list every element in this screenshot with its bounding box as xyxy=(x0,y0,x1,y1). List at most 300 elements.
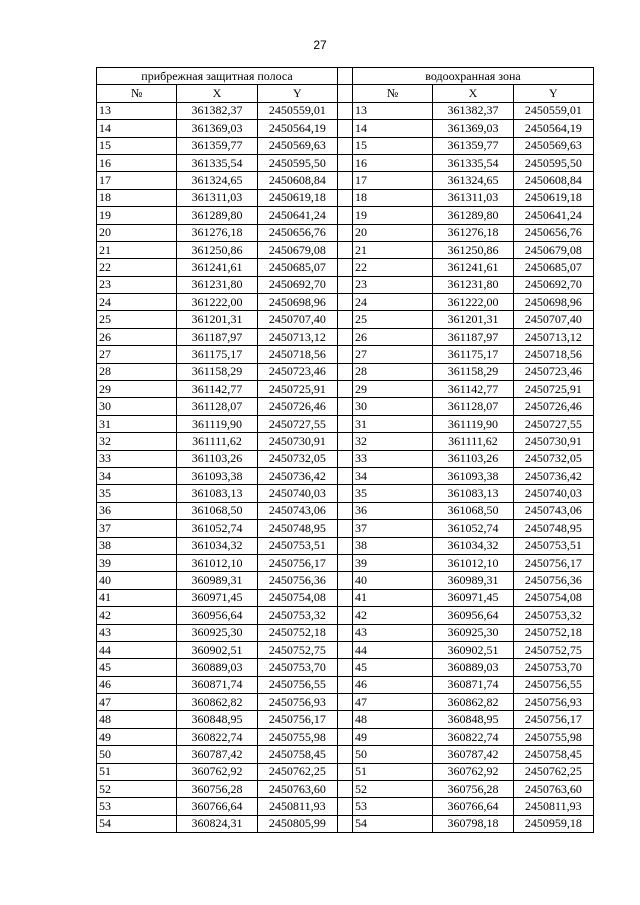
left-point-number: 45 xyxy=(97,659,177,676)
column-gap xyxy=(337,746,352,763)
left-point-number: 43 xyxy=(97,624,177,641)
right-point-number: 32 xyxy=(352,433,432,450)
left-x-value: 361034,32 xyxy=(177,537,257,554)
right-section-title: водоохранная зона xyxy=(352,68,593,85)
right-x-value: 361119,90 xyxy=(433,415,513,432)
column-gap xyxy=(337,815,352,832)
right-x-value: 361083,13 xyxy=(433,485,513,502)
left-x-value: 360822,74 xyxy=(177,728,257,745)
right-point-number: 45 xyxy=(352,659,432,676)
right-point-number: 20 xyxy=(352,224,432,241)
left-point-number: 30 xyxy=(97,398,177,415)
right-x-value: 360787,42 xyxy=(433,746,513,763)
left-point-number: 22 xyxy=(97,259,177,276)
right-x-value: 360862,82 xyxy=(433,694,513,711)
right-x-value: 361034,32 xyxy=(433,537,513,554)
right-point-number: 51 xyxy=(352,763,432,780)
right-y-value: 2450718,56 xyxy=(513,346,593,363)
right-x-value: 361052,74 xyxy=(433,520,513,537)
right-y-value: 2450723,46 xyxy=(513,363,593,380)
column-gap xyxy=(337,763,352,780)
right-x-value: 361359,77 xyxy=(433,137,513,154)
column-header-row xyxy=(97,85,594,102)
right-y-value: 2450730,91 xyxy=(513,433,593,450)
left-y-value: 2450569,63 xyxy=(257,137,337,154)
left-x-value: 361222,00 xyxy=(177,294,257,311)
table-row xyxy=(97,624,594,641)
right-x-value: 361201,31 xyxy=(433,311,513,328)
table-row xyxy=(97,224,594,241)
left-point-number: 42 xyxy=(97,607,177,624)
right-x-value: 360956,64 xyxy=(433,607,513,624)
left-point-number: 23 xyxy=(97,276,177,293)
right-y-value: 2450732,05 xyxy=(513,450,593,467)
right-y-value: 2450756,36 xyxy=(513,572,593,589)
left-y-value: 2450756,17 xyxy=(257,554,337,571)
left-y-value: 2450740,03 xyxy=(257,485,337,502)
table-row xyxy=(97,728,594,745)
right-y-value: 2450564,19 xyxy=(513,120,593,137)
left-y-value: 2450641,24 xyxy=(257,207,337,224)
left-y-value: 2450656,76 xyxy=(257,224,337,241)
table-row xyxy=(97,102,594,119)
left-y-value: 2450753,51 xyxy=(257,537,337,554)
right-y-value: 2450756,17 xyxy=(513,554,593,571)
left-x-value: 360902,51 xyxy=(177,641,257,658)
column-gap xyxy=(337,85,352,102)
left-y-value: 2450725,91 xyxy=(257,381,337,398)
left-y-value: 2450754,08 xyxy=(257,589,337,606)
table-row xyxy=(97,502,594,519)
column-gap xyxy=(337,433,352,450)
column-gap xyxy=(337,554,352,571)
left-x-value: 361128,07 xyxy=(177,398,257,415)
left-point-number: 16 xyxy=(97,154,177,171)
right-point-number: 38 xyxy=(352,537,432,554)
right-point-number: 24 xyxy=(352,294,432,311)
left-y-value: 2450805,99 xyxy=(257,815,337,832)
left-point-number: 50 xyxy=(97,746,177,763)
column-gap xyxy=(337,241,352,258)
left-y-value: 2450752,18 xyxy=(257,624,337,641)
left-y-value: 2450619,18 xyxy=(257,189,337,206)
left-y-value: 2450736,42 xyxy=(257,467,337,484)
column-gap xyxy=(337,346,352,363)
left-point-number: 29 xyxy=(97,381,177,398)
left-y-value: 2450743,06 xyxy=(257,502,337,519)
table-row xyxy=(97,363,594,380)
column-gap xyxy=(337,641,352,658)
table-row xyxy=(97,537,594,554)
left-x-value: 361241,61 xyxy=(177,259,257,276)
left-point-number: 33 xyxy=(97,450,177,467)
table-row xyxy=(97,294,594,311)
left-x-value: 361382,37 xyxy=(177,102,257,119)
left-x-value: 361068,50 xyxy=(177,502,257,519)
column-gap xyxy=(337,676,352,693)
left-y-value: 2450727,55 xyxy=(257,415,337,432)
table-row xyxy=(97,798,594,815)
left-x-value: 360871,74 xyxy=(177,676,257,693)
column-gap xyxy=(337,467,352,484)
right-x-value: 361142,77 xyxy=(433,381,513,398)
left-x-value: 360787,42 xyxy=(177,746,257,763)
right-y-value: 2450743,06 xyxy=(513,502,593,519)
right-point-number: 13 xyxy=(352,102,432,119)
left-x-value: 361201,31 xyxy=(177,311,257,328)
left-point-number: 35 xyxy=(97,485,177,502)
right-y-value: 2450641,24 xyxy=(513,207,593,224)
column-gap xyxy=(337,450,352,467)
column-gap xyxy=(337,154,352,171)
right-y-value: 2450692,70 xyxy=(513,276,593,293)
right-y-value: 2450753,51 xyxy=(513,537,593,554)
table-row xyxy=(97,120,594,137)
table-body xyxy=(97,102,594,832)
table-row xyxy=(97,137,594,154)
right-x-value: 361187,97 xyxy=(433,328,513,345)
column-gap xyxy=(337,502,352,519)
left-point-number: 48 xyxy=(97,711,177,728)
right-point-number: 21 xyxy=(352,241,432,258)
right-x-value: 360798,18 xyxy=(433,815,513,832)
table-row xyxy=(97,520,594,537)
left-y-value: 2450718,56 xyxy=(257,346,337,363)
table-row xyxy=(97,259,594,276)
left-x-value: 361369,03 xyxy=(177,120,257,137)
left-point-number: 18 xyxy=(97,189,177,206)
right-x-value: 361158,29 xyxy=(433,363,513,380)
right-x-value: 361175,17 xyxy=(433,346,513,363)
right-x-value: 361103,26 xyxy=(433,450,513,467)
left-point-number: 37 xyxy=(97,520,177,537)
right-point-number: 26 xyxy=(352,328,432,345)
right-point-number: 30 xyxy=(352,398,432,415)
left-y-value: 2450685,07 xyxy=(257,259,337,276)
page-number: 27 xyxy=(313,38,327,52)
left-x-value: 361119,90 xyxy=(177,415,257,432)
column-gap xyxy=(337,259,352,276)
right-point-number: 35 xyxy=(352,485,432,502)
left-x-value: 361175,17 xyxy=(177,346,257,363)
left-y-value: 2450762,25 xyxy=(257,763,337,780)
right-point-number: 27 xyxy=(352,346,432,363)
left-point-number: 21 xyxy=(97,241,177,258)
table-row xyxy=(97,207,594,224)
left-point-number: 44 xyxy=(97,641,177,658)
right-y-value: 2450679,08 xyxy=(513,241,593,258)
right-point-number: 25 xyxy=(352,311,432,328)
right-y-value: 2450756,17 xyxy=(513,711,593,728)
right-x-value: 360925,30 xyxy=(433,624,513,641)
left-y-value: 2450559,01 xyxy=(257,102,337,119)
table-row xyxy=(97,241,594,258)
table-row xyxy=(97,467,594,484)
right-header-y: Y xyxy=(513,85,593,102)
right-y-value: 2450707,40 xyxy=(513,311,593,328)
left-x-value: 360824,31 xyxy=(177,815,257,832)
column-gap xyxy=(337,485,352,502)
right-y-value: 2450713,12 xyxy=(513,328,593,345)
table-row xyxy=(97,659,594,676)
left-y-value: 2450756,93 xyxy=(257,694,337,711)
left-point-number: 32 xyxy=(97,433,177,450)
left-header-number: № xyxy=(97,85,177,102)
right-x-value: 361335,54 xyxy=(433,154,513,171)
right-x-value: 361241,61 xyxy=(433,259,513,276)
table-row xyxy=(97,189,594,206)
table-row xyxy=(97,815,594,832)
table-row xyxy=(97,154,594,171)
right-x-value: 361311,03 xyxy=(433,189,513,206)
table-row xyxy=(97,554,594,571)
table-row xyxy=(97,641,594,658)
left-x-value: 360989,31 xyxy=(177,572,257,589)
left-x-value: 361311,03 xyxy=(177,189,257,206)
right-point-number: 16 xyxy=(352,154,432,171)
table-row xyxy=(97,763,594,780)
right-point-number: 33 xyxy=(352,450,432,467)
left-point-number: 13 xyxy=(97,102,177,119)
right-x-value: 361289,80 xyxy=(433,207,513,224)
left-point-number: 38 xyxy=(97,537,177,554)
right-x-value: 361093,38 xyxy=(433,467,513,484)
left-y-value: 2450752,75 xyxy=(257,641,337,658)
right-x-value: 361382,37 xyxy=(433,102,513,119)
right-point-number: 48 xyxy=(352,711,432,728)
left-y-value: 2450756,36 xyxy=(257,572,337,589)
right-x-value: 361276,18 xyxy=(433,224,513,241)
left-x-value: 360766,64 xyxy=(177,798,257,815)
table-row xyxy=(97,381,594,398)
left-point-number: 39 xyxy=(97,554,177,571)
right-header-x: X xyxy=(433,85,513,102)
left-point-number: 40 xyxy=(97,572,177,589)
left-header-y: Y xyxy=(257,85,337,102)
left-point-number: 24 xyxy=(97,294,177,311)
right-point-number: 34 xyxy=(352,467,432,484)
right-y-value: 2450736,42 xyxy=(513,467,593,484)
left-y-value: 2450608,84 xyxy=(257,172,337,189)
left-point-number: 53 xyxy=(97,798,177,815)
right-point-number: 37 xyxy=(352,520,432,537)
left-point-number: 27 xyxy=(97,346,177,363)
right-x-value: 361222,00 xyxy=(433,294,513,311)
left-y-value: 2450723,46 xyxy=(257,363,337,380)
left-y-value: 2450692,70 xyxy=(257,276,337,293)
left-y-value: 2450698,96 xyxy=(257,294,337,311)
column-gap xyxy=(337,102,352,119)
right-point-number: 50 xyxy=(352,746,432,763)
table-row xyxy=(97,398,594,415)
right-point-number: 44 xyxy=(352,641,432,658)
right-point-number: 14 xyxy=(352,120,432,137)
left-point-number: 49 xyxy=(97,728,177,745)
column-gap xyxy=(337,659,352,676)
left-point-number: 46 xyxy=(97,676,177,693)
right-y-value: 2450608,84 xyxy=(513,172,593,189)
left-x-value: 361335,54 xyxy=(177,154,257,171)
right-x-value: 360756,28 xyxy=(433,781,513,798)
right-point-number: 36 xyxy=(352,502,432,519)
right-point-number: 18 xyxy=(352,189,432,206)
left-section-title: прибрежная защитная полоса xyxy=(97,68,338,85)
right-x-value: 360871,74 xyxy=(433,676,513,693)
right-x-value: 361369,03 xyxy=(433,120,513,137)
left-point-number: 34 xyxy=(97,467,177,484)
left-y-value: 2450811,93 xyxy=(257,798,337,815)
column-gap xyxy=(337,328,352,345)
left-x-value: 361231,80 xyxy=(177,276,257,293)
left-x-value: 361359,77 xyxy=(177,137,257,154)
right-point-number: 31 xyxy=(352,415,432,432)
right-point-number: 29 xyxy=(352,381,432,398)
right-header-number: № xyxy=(352,85,432,102)
table-row xyxy=(97,346,594,363)
right-point-number: 28 xyxy=(352,363,432,380)
table-row xyxy=(97,589,594,606)
column-gap xyxy=(337,520,352,537)
right-x-value: 360989,31 xyxy=(433,572,513,589)
column-gap xyxy=(337,311,352,328)
left-x-value: 360756,28 xyxy=(177,781,257,798)
column-gap xyxy=(337,607,352,624)
column-gap xyxy=(337,537,352,554)
left-x-value: 361103,26 xyxy=(177,450,257,467)
right-y-value: 2450755,98 xyxy=(513,728,593,745)
right-point-number: 54 xyxy=(352,815,432,832)
right-y-value: 2450756,93 xyxy=(513,694,593,711)
column-gap xyxy=(337,694,352,711)
right-x-value: 361128,07 xyxy=(433,398,513,415)
left-y-value: 2450679,08 xyxy=(257,241,337,258)
right-y-value: 2450763,60 xyxy=(513,781,593,798)
table-row xyxy=(97,450,594,467)
table-row xyxy=(97,746,594,763)
left-point-number: 47 xyxy=(97,694,177,711)
right-y-value: 2450756,55 xyxy=(513,676,593,693)
right-x-value: 361068,50 xyxy=(433,502,513,519)
column-gap xyxy=(337,572,352,589)
left-y-value: 2450595,50 xyxy=(257,154,337,171)
right-y-value: 2450753,70 xyxy=(513,659,593,676)
column-gap xyxy=(337,589,352,606)
right-y-value: 2450753,32 xyxy=(513,607,593,624)
right-x-value: 360766,64 xyxy=(433,798,513,815)
left-x-value: 361289,80 xyxy=(177,207,257,224)
column-gap xyxy=(337,798,352,815)
right-point-number: 43 xyxy=(352,624,432,641)
left-y-value: 2450763,60 xyxy=(257,781,337,798)
column-gap xyxy=(337,276,352,293)
right-y-value: 2450762,25 xyxy=(513,763,593,780)
left-x-value: 361324,65 xyxy=(177,172,257,189)
right-x-value: 361324,65 xyxy=(433,172,513,189)
left-x-value: 361012,10 xyxy=(177,554,257,571)
right-point-number: 40 xyxy=(352,572,432,589)
left-x-value: 361083,13 xyxy=(177,485,257,502)
left-x-value: 361142,77 xyxy=(177,381,257,398)
left-point-number: 15 xyxy=(97,137,177,154)
table-row xyxy=(97,694,594,711)
table-row xyxy=(97,276,594,293)
left-point-number: 19 xyxy=(97,207,177,224)
right-point-number: 19 xyxy=(352,207,432,224)
left-y-value: 2450713,12 xyxy=(257,328,337,345)
table-row xyxy=(97,781,594,798)
left-x-value: 361111,62 xyxy=(177,433,257,450)
right-y-value: 2450656,76 xyxy=(513,224,593,241)
left-y-value: 2450564,19 xyxy=(257,120,337,137)
right-y-value: 2450959,18 xyxy=(513,815,593,832)
right-point-number: 15 xyxy=(352,137,432,154)
left-y-value: 2450726,46 xyxy=(257,398,337,415)
left-point-number: 31 xyxy=(97,415,177,432)
right-y-value: 2450559,01 xyxy=(513,102,593,119)
right-y-value: 2450595,50 xyxy=(513,154,593,171)
column-gap xyxy=(337,189,352,206)
right-x-value: 361231,80 xyxy=(433,276,513,293)
column-gap xyxy=(337,137,352,154)
column-gap xyxy=(337,224,352,241)
left-point-number: 51 xyxy=(97,763,177,780)
left-point-number: 25 xyxy=(97,311,177,328)
column-gap xyxy=(337,781,352,798)
table-row xyxy=(97,676,594,693)
left-y-value: 2450753,70 xyxy=(257,659,337,676)
left-x-value: 360862,82 xyxy=(177,694,257,711)
right-point-number: 47 xyxy=(352,694,432,711)
left-x-value: 360848,95 xyxy=(177,711,257,728)
right-y-value: 2450725,91 xyxy=(513,381,593,398)
left-x-value: 360889,03 xyxy=(177,659,257,676)
table-row xyxy=(97,572,594,589)
table-row xyxy=(97,711,594,728)
left-point-number: 17 xyxy=(97,172,177,189)
left-point-number: 26 xyxy=(97,328,177,345)
table-row xyxy=(97,328,594,345)
column-gap xyxy=(337,398,352,415)
right-x-value: 360848,95 xyxy=(433,711,513,728)
right-point-number: 22 xyxy=(352,259,432,276)
right-y-value: 2450685,07 xyxy=(513,259,593,276)
right-y-value: 2450758,45 xyxy=(513,746,593,763)
column-gap xyxy=(337,172,352,189)
right-x-value: 360902,51 xyxy=(433,641,513,658)
left-point-number: 41 xyxy=(97,589,177,606)
right-y-value: 2450569,63 xyxy=(513,137,593,154)
table-row xyxy=(97,485,594,502)
left-y-value: 2450758,45 xyxy=(257,746,337,763)
left-x-value: 360971,45 xyxy=(177,589,257,606)
left-y-value: 2450732,05 xyxy=(257,450,337,467)
left-point-number: 28 xyxy=(97,363,177,380)
table-row xyxy=(97,172,594,189)
left-point-number: 14 xyxy=(97,120,177,137)
left-y-value: 2450755,98 xyxy=(257,728,337,745)
right-y-value: 2450748,95 xyxy=(513,520,593,537)
right-x-value: 361250,86 xyxy=(433,241,513,258)
left-x-value: 360925,30 xyxy=(177,624,257,641)
column-gap xyxy=(337,711,352,728)
right-y-value: 2450698,96 xyxy=(513,294,593,311)
right-y-value: 2450740,03 xyxy=(513,485,593,502)
right-y-value: 2450726,46 xyxy=(513,398,593,415)
left-y-value: 2450756,55 xyxy=(257,676,337,693)
right-y-value: 2450619,18 xyxy=(513,189,593,206)
left-y-value: 2450753,32 xyxy=(257,607,337,624)
column-gap xyxy=(337,294,352,311)
